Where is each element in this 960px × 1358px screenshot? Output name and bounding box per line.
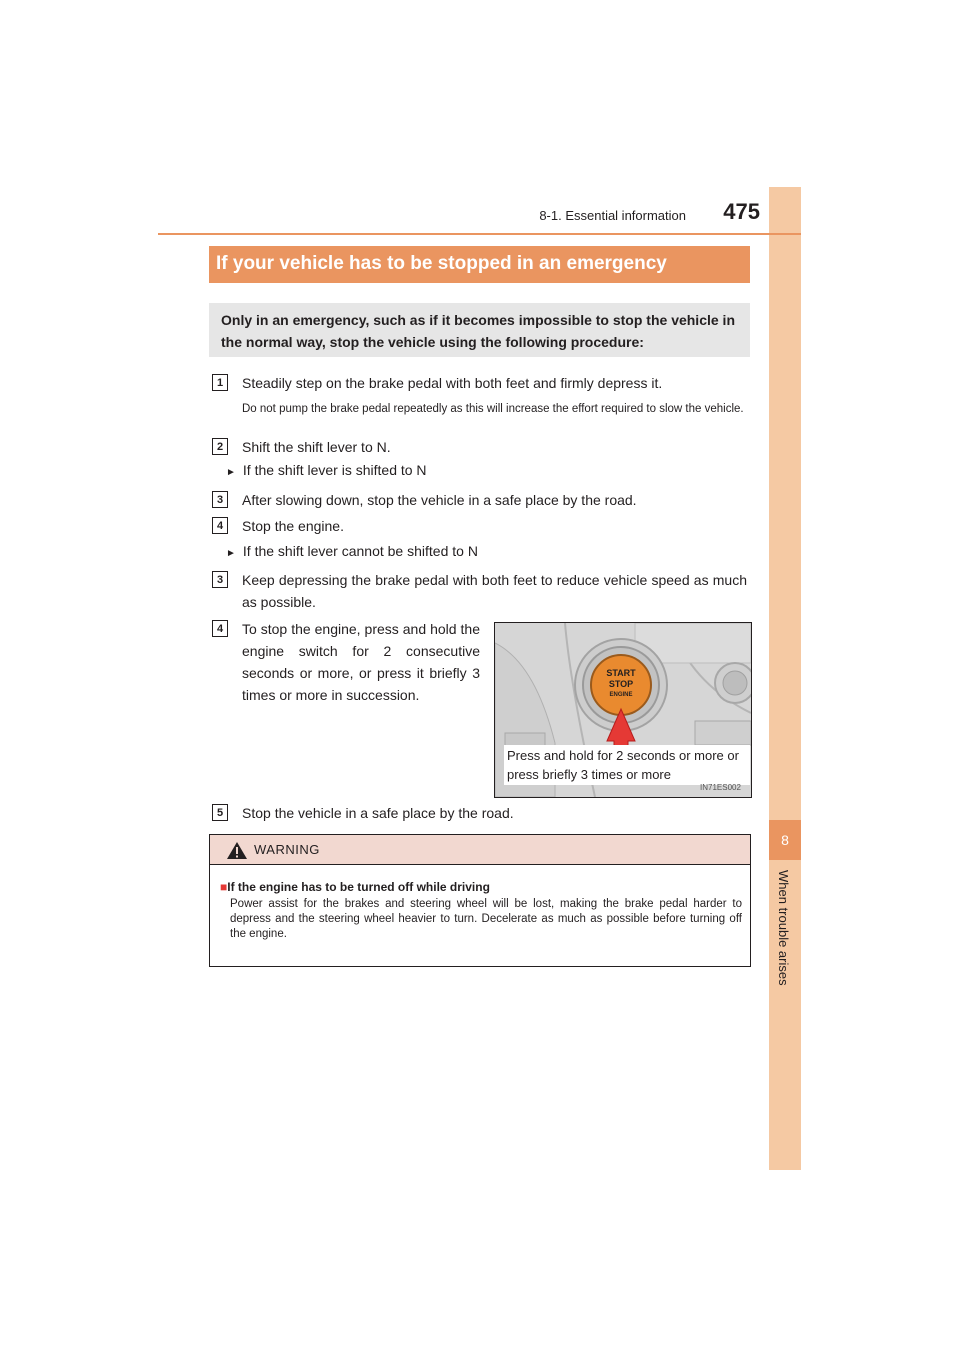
step-number: 3 bbox=[212, 491, 228, 508]
figure-id: IN71ES002 bbox=[700, 783, 741, 792]
page-number: 475 bbox=[723, 199, 760, 224]
section-heading: 8-1. Essential information bbox=[539, 208, 686, 223]
button-label-engine: ENGINE bbox=[609, 692, 633, 698]
button-label-stop: STOP bbox=[608, 679, 634, 689]
chapter-label bbox=[769, 870, 801, 1000]
warning-item-text: If the engine has to be turned off while driving bbox=[227, 880, 490, 894]
branch-text: If the shift lever cannot be shifted to N bbox=[242, 543, 478, 559]
step-text: Steadily step on the brake pedal with both feet and firmly depress it. bbox=[242, 375, 663, 391]
step-text: Stop the vehicle in a safe place by the road. bbox=[242, 805, 514, 821]
intro-box bbox=[209, 303, 750, 357]
branch-heading bbox=[226, 543, 478, 559]
step-number: 2 bbox=[212, 438, 228, 455]
button-label-start: START bbox=[606, 668, 636, 678]
title-bar bbox=[209, 246, 750, 283]
figure-caption: Press and hold for 2 seconds or more or press briefly 3 times or more bbox=[504, 745, 750, 785]
warning-body: Power assist for the brakes and steering wheel will be lost, making the brake pedal harder to depress and the steering wheel heavier to turn. Decelerate as much as possible before turning off the engine. bbox=[230, 898, 742, 940]
step-text: After slowing down, stop the vehicle in a safe place by the road. bbox=[242, 492, 637, 508]
triangle-right-icon: ► bbox=[226, 548, 236, 559]
header-rule bbox=[158, 233, 801, 235]
step-number: 5 bbox=[212, 804, 228, 821]
side-tab bbox=[769, 187, 801, 1170]
branch-heading bbox=[226, 462, 427, 478]
chapter-number-tab[interactable]: 8 bbox=[769, 820, 801, 860]
warning-box bbox=[209, 834, 751, 967]
square-bullet-icon: ■ bbox=[220, 880, 228, 894]
page-title: If your vehicle has to be stopped in an emergency bbox=[216, 253, 667, 274]
intro-text: Only in an emergency, such as if it becomes impossible to stop the vehicle in the normal way, stop the vehicle using the following procedure: bbox=[221, 312, 735, 350]
step-text: Stop the engine. bbox=[242, 518, 344, 534]
warning-header bbox=[210, 835, 750, 865]
warning-triangle-icon bbox=[226, 841, 248, 860]
step-number: 3 bbox=[212, 571, 228, 588]
step-text: To stop the engine, press and hold the engine switch for 2 consecutive seconds or more, or press it briefly 3 times or more in succession. bbox=[242, 621, 480, 703]
triangle-right-icon: ► bbox=[226, 467, 236, 478]
step-number: 1 bbox=[212, 374, 228, 391]
step-text: Keep depressing the brake pedal with both feet to reduce vehicle speed as much as possible. bbox=[242, 572, 747, 610]
warning-title: WARNING bbox=[254, 842, 320, 857]
step-note: Do not pump the brake pedal repeatedly as this will increase the effort required to slow the vehicle. bbox=[242, 403, 744, 415]
step-text: Shift the shift lever to N. bbox=[242, 439, 391, 455]
step-number: 4 bbox=[212, 620, 228, 637]
branch-text: If the shift lever is shifted to N bbox=[242, 462, 427, 478]
warning-item-title bbox=[220, 880, 490, 894]
chapter-label-text: When trouble arises bbox=[776, 870, 791, 986]
step-number: 4 bbox=[212, 517, 228, 534]
